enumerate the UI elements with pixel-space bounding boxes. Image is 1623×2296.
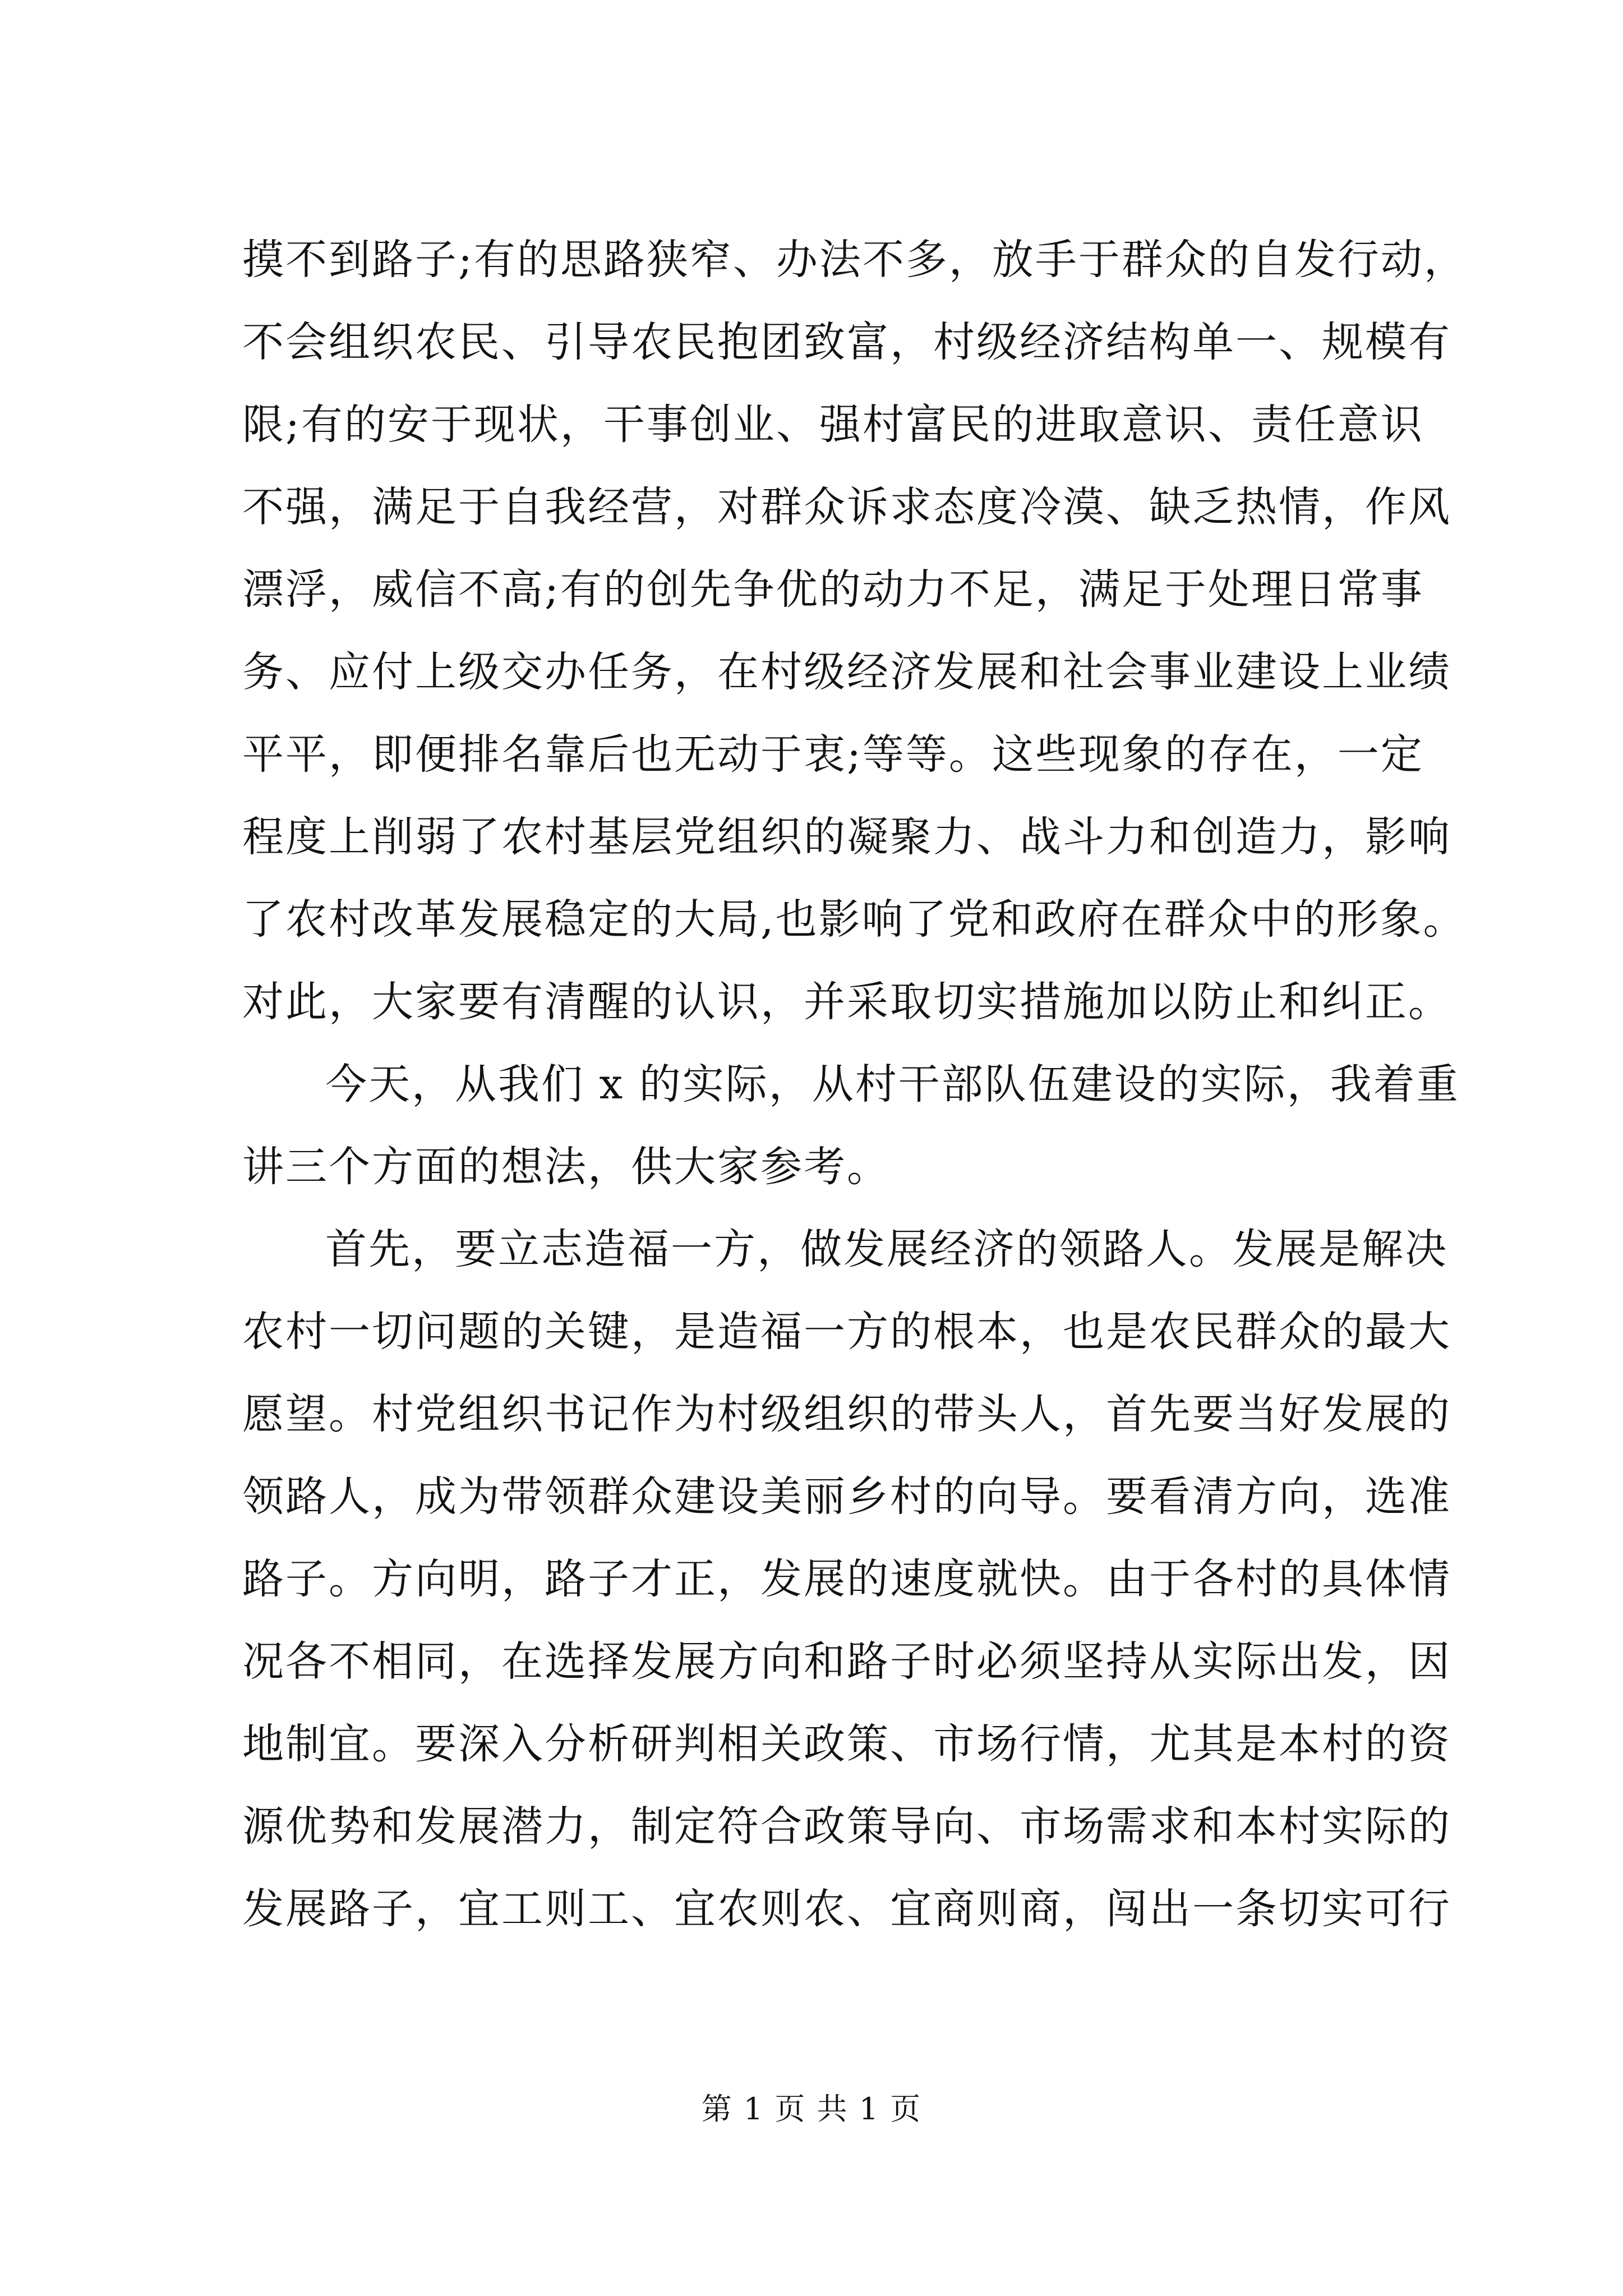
text-line: 况各不相同，在选择发展方向和路子时必须坚持从实际出发，因: [242, 1637, 1451, 1686]
text-line: 领路人，成为带领群众建设美丽乡村的向导。要看清方向，选准: [242, 1473, 1451, 1521]
text-line: 务、应付上级交办任务，在村级经济发展和社会事业建设上业绩: [242, 648, 1451, 696]
text-line: 发展路子，宜工则工、宜农则农、宜商则商，闯出一条切实可行: [242, 1885, 1451, 1933]
paragraph-first-line: 首先，要立志造福一方，做发展经济的领路人。发展是解决: [325, 1225, 1448, 1273]
text-line: 程度上削弱了农村基层党组织的凝聚力、战斗力和创造力，影响: [242, 813, 1451, 861]
page-number-label: 第 1 页 共 1 页: [701, 2091, 922, 2127]
text-line: 摸不到路子;有的思路狭窄、办法不多，放手于群众的自发行动，: [242, 236, 1467, 284]
text-line: 限;有的安于现状，干事创业、强村富民的进取意识、责任意识: [242, 401, 1424, 449]
text-line: 源优势和发展潜力，制定符合政策导向、市场需求和本村实际的: [242, 1802, 1451, 1851]
text-line: 地制宜。要深入分析研判相关政策、市场行情，尤其是本村的资: [242, 1720, 1451, 1768]
text-line: 不强，满足于自我经营，对群众诉求态度冷漠、缺乏热情，作风: [242, 483, 1451, 531]
text-line: 平平，即便排名靠后也无动于衷;等等。这些现象的存在，一定: [242, 730, 1424, 779]
text-line: 路子。方向明，路子才正，发展的速度就快。由于各村的具体情: [242, 1555, 1451, 1603]
page-footer: [0, 2090, 1623, 2129]
text-line: 讲三个方面的想法，供大家参考。: [242, 1143, 890, 1191]
paragraph-first-line: 今天，从我们 x 的实际，从村干部队伍建设的实际，我着重: [325, 1060, 1460, 1108]
text-line: 愿望。村党组织书记作为村级组织的带头人，首先要当好发展的: [242, 1390, 1451, 1438]
text-line: 了农村改革发展稳定的大局,也影响了党和政府在群众中的形象。: [242, 895, 1467, 944]
text-line: 农村一切问题的关键，是造福一方的根本，也是农民群众的最大: [242, 1308, 1451, 1356]
text-line: 对此，大家要有清醒的认识，并采取切实措施加以防止和纠正。: [242, 978, 1451, 1026]
body-text: [242, 219, 1467, 1950]
text-line: 不会组织农民、引导农民抱团致富，村级经济结构单一、规模有: [242, 318, 1451, 366]
text-line: 漂浮，威信不高;有的创先争优的动力不足，满足于处理日常事: [242, 565, 1424, 614]
